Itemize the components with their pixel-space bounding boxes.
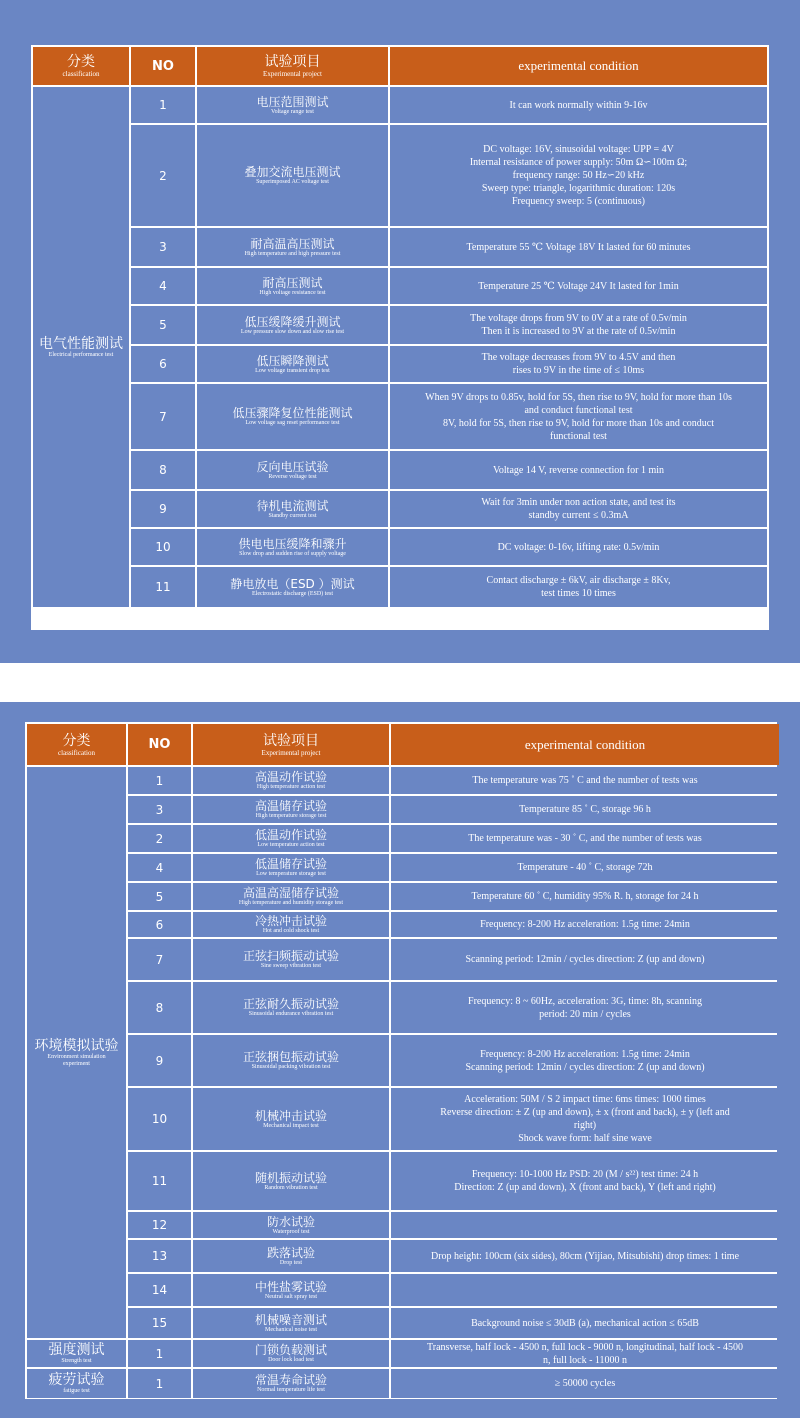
test-name-zh: 供电电压缓降和骤升 [238,536,347,551]
test-name-cell [193,982,389,1033]
test-number-cell [128,1035,191,1086]
test-number-cell [131,451,195,489]
test-condition-cell [390,346,767,382]
test-condition: Frequency: 10-1000 Hz PSD: 20 (M / s²²) test time: 24 h Direction: Z (up and down), X (front and back), Y (left and right) [454,1169,716,1193]
header-project [197,47,388,85]
header-classification-zh: 分类 [67,54,95,70]
test-number-cell [128,854,191,881]
test-name-zh: 冷热冲击试验 [254,914,327,928]
test-condition-cell [390,268,767,304]
header-classification [33,47,129,85]
test-name-en: Low voltage transient drop test [255,367,330,374]
test-name-en: Voltage range test [271,108,314,115]
test-name-zh: 门锁负载测试 [254,1343,327,1357]
test-name-cell [193,1369,389,1398]
test-condition-cell [391,883,779,910]
test-name-cell [197,567,388,607]
test-name-en: Mechanical impact test [263,1122,319,1129]
test-condition-cell [390,306,767,344]
test-condition: Temperature 60 ˚ C, humidity 95% R. h, storage for 24 h [471,891,699,902]
header-project-en: Experimental project [263,70,322,78]
test-condition-cell [390,529,767,565]
test-number-cell [131,567,195,607]
test-number: 11 [151,1174,168,1188]
test-condition-cell [391,1308,779,1338]
panel-environment [0,702,800,1418]
test-condition-cell [390,451,767,489]
electrical-test-table [31,45,769,630]
test-number-cell [131,228,195,266]
header-no-label: NO [148,737,171,752]
header-condition-label: experimental condition [518,58,639,73]
test-number: 1 [155,773,164,788]
header-classification-zh: 分类 [62,732,91,749]
test-name-en: Sine sweep vibration test [260,963,322,969]
header-condition-label: experimental condition [524,736,646,752]
category-fatigue-en: fatigue test [63,1388,90,1394]
test-condition-cell [391,767,779,794]
test-number-cell [128,1240,191,1272]
test-name-cell [193,1340,389,1367]
test-condition-cell [391,825,779,852]
test-number-cell [128,1308,191,1338]
test-name-cell [197,451,388,489]
test-name-zh: 低温动作试验 [254,828,327,842]
test-condition: Background noise ≤ 30dB (a), mechanical action ≤ 65dB [471,1317,699,1329]
test-name-en: Drop test [279,1259,303,1266]
test-condition-cell [391,912,779,937]
test-name-en: Random vibration test [264,1184,318,1191]
test-name-en: Low temperature action test [257,842,325,848]
test-number: 3 [159,240,167,254]
test-condition-cell [390,491,767,527]
test-name-zh: 待机电流测试 [256,498,329,513]
test-name-cell [193,939,389,980]
test-name-en: Electrostatic discharge (ESD) test [251,590,334,597]
test-number: 10 [155,540,171,554]
test-name-cell [197,384,388,449]
category-electrical-en: Electrical performance test [48,351,114,358]
test-name-cell [197,346,388,382]
test-condition: The temperature was 75 ˚ C and the number of tests was [472,775,698,786]
test-condition-cell [391,1035,779,1086]
test-name-en: Standby current test [268,512,317,519]
test-condition-cell [391,982,779,1033]
test-name-zh: 随机振动试验 [254,1170,327,1185]
test-name-zh: 耐高压测试 [262,275,323,290]
category-strength [27,1340,126,1367]
test-name-zh: 静电放电（ESD ）测试 [230,576,355,591]
test-condition-cell [391,796,779,823]
test-number: 9 [159,502,167,516]
test-condition-cell [390,125,767,226]
test-number-cell [128,1088,191,1150]
test-number: 2 [155,831,164,846]
test-name-en: Hot and cold shock test [262,928,320,934]
test-name-zh: 防水试验 [266,1214,315,1229]
test-condition: ≥ 50000 cycles [554,1378,616,1389]
test-number: 11 [155,580,171,594]
test-name-zh: 耐高温高压测试 [250,236,335,251]
test-name-cell [193,825,389,852]
test-number-cell [128,982,191,1033]
header-classification-en: classification [58,748,95,757]
test-name-cell [197,491,388,527]
test-condition: Temperature 25 ℃ Voltage 24V It lasted for 1min [478,280,679,292]
test-number-cell [131,268,195,304]
test-name-en: High temperature storage test [255,813,327,819]
test-number: 1 [155,1346,164,1361]
test-name-zh: 正弦耐久振动试验 [242,997,339,1011]
test-number: 5 [159,318,167,332]
test-number: 7 [159,409,167,424]
header-classification [27,724,126,765]
test-name-zh: 反向电压试验 [256,459,329,474]
test-name-cell [197,125,388,226]
test-number: 3 [155,802,164,817]
test-name-en: Superimposed AC voltage test [256,179,329,185]
test-name-zh: 叠加交流电压测试 [244,165,341,179]
test-name-zh: 正弦捆包振动试验 [242,1050,339,1064]
category-strength-en: Strength test [61,1358,92,1364]
header-condition [390,47,767,85]
test-condition-cell [390,567,767,607]
test-name-zh: 低压骤降复位性能测试 [232,406,353,420]
test-condition-cell [391,1369,779,1398]
test-number-cell [128,883,191,910]
test-name-cell [193,883,389,910]
test-name-en: Mechanical noise test [265,1326,317,1333]
test-number-cell [131,384,195,449]
test-condition-cell [391,1212,779,1238]
test-name-en: Reverse voltage test [268,473,317,480]
test-name-cell [197,87,388,123]
category-strength-zh: 强度测试 [48,1342,105,1358]
test-name-zh: 正弦扫频振动试验 [242,949,339,963]
test-name-cell [193,1240,389,1272]
test-condition: Voltage 14 V, reverse connection for 1 min [492,464,665,476]
header-no-label: NO [152,58,174,74]
header-classification-en: classification [62,70,100,78]
test-condition: Frequency: 8-200 Hz acceleration: 1.5g time: 24min [480,919,690,930]
test-number: 8 [159,463,167,477]
test-number: 2 [159,168,167,183]
test-number: 14 [151,1283,168,1297]
test-condition: When 9V drops to 0.85v, hold for 5S, then rise to 9V, hold for more than 10s and conduct functional test 8V, hold for 5S, then rise to 9V, hold for more than 10s and conduct functional test [425,391,732,442]
test-number-cell [128,939,191,980]
test-condition-cell [390,87,767,123]
test-name-en: Slow drop and sudden rise of supply voltage [239,550,346,557]
test-condition-cell [391,1340,779,1367]
header-project-zh: 试验项目 [263,732,319,749]
test-name-cell [197,306,388,344]
panel-electrical [0,0,800,663]
test-name-en: Neutral salt spray test [264,1293,318,1300]
test-number: 12 [151,1218,168,1232]
test-name-cell [193,1212,389,1238]
test-number: 5 [155,889,164,904]
test-number-cell [131,125,195,226]
test-number-cell [128,1369,191,1398]
test-number: 1 [159,98,167,112]
test-number-cell [131,306,195,344]
test-condition: DC voltage: 16V, sinusoidal voltage: UPP = 4V Internal resistance of power supply: 50m Ω∽100m Ω; frequency range: 50 Hz∽20 kHz Sweep type: triangle, logarithmic duration: 120s Frequency sweep: 5 (continuous) [469,144,688,207]
test-name-en: High temperature and high pressure test [244,250,341,257]
test-number-cell [128,796,191,823]
test-name-cell [193,1308,389,1338]
test-number-cell [131,87,195,123]
test-name-zh: 中性盐雾试验 [254,1279,327,1294]
test-name-zh: 常温寿命试验 [254,1373,327,1387]
test-condition: Acceleration: 50M / S 2 impact time: 6ms times: 1000 times Reverse direction: ± Z (up and down), ± x (front and back), ± y (left and right) Shock wave form: half sine wave [440,1094,730,1144]
test-name-cell [193,1035,389,1086]
test-condition-cell [391,854,779,881]
test-number: 9 [155,1053,164,1068]
test-name-zh: 低温储存试验 [254,857,327,871]
test-condition-cell [391,939,779,980]
test-name-cell [193,1088,389,1150]
test-name-zh: 电压范围测试 [256,94,329,109]
test-name-zh: 低压瞬降测试 [256,353,329,368]
test-number-cell [128,1152,191,1210]
test-name-cell [197,529,388,565]
test-name-cell [193,854,389,881]
test-condition: Drop height: 100cm (six sides), 80cm (Yijiao, Mitsubishi) drop times: 1 time [430,1250,740,1262]
test-name-en: Low voltage sag reset performance test [245,420,340,426]
test-name-cell [193,767,389,794]
header-project [193,724,389,765]
test-name-cell [193,912,389,937]
test-number: 1 [155,1376,164,1391]
header-condition [391,724,779,765]
test-name-cell [193,1152,389,1210]
test-name-cell [197,228,388,266]
test-number-cell [131,529,195,565]
test-name-zh: 机械噪音测试 [254,1312,327,1327]
test-name-zh: 跌落试验 [266,1245,315,1260]
test-number: 6 [159,357,167,371]
test-name-zh: 高温高湿储存试验 [242,886,339,900]
category-fatigue-zh: 疲劳试验 [48,1372,105,1388]
test-name-en: Normal temperature life test [257,1387,325,1393]
test-condition-cell [391,1152,779,1210]
category-electrical [33,87,129,607]
header-project-en: Experimental project [261,748,321,757]
environment-test-table [25,722,777,1399]
test-number: 4 [159,279,167,293]
test-name-cell [197,268,388,304]
test-number-cell [128,1274,191,1306]
test-name-zh: 低压缓降缓升测试 [244,314,341,329]
test-name-zh: 机械冲击试验 [254,1108,327,1123]
header-project-zh: 试验项目 [264,54,321,70]
test-condition: Contact discharge ± 6kV, air discharge ± 8Kv, test times 10 times [486,575,671,599]
test-condition-cell [391,1088,779,1150]
test-number-cell [131,346,195,382]
test-condition: The temperature was - 30 ˚ C, and the number of tests was [468,833,702,844]
test-condition: Temperature - 40 ˚ C, storage 72h [517,862,653,873]
test-condition: The voltage drops from 9V to 0V at a rate of 0.5v/min Then it is increased to 9V at the rate of 0.5v/min [470,313,687,337]
category-electrical-zh: 电气性能测试 [39,335,123,352]
test-number-cell [131,491,195,527]
test-number: 4 [155,860,164,875]
test-number: 10 [151,1112,168,1126]
test-name-en: Low pressure slow down and slow rise test [240,328,345,335]
test-name-en: High temperature and humidity storage test [238,900,344,906]
test-condition: The voltage decreases from 9V to 4.5V and then rises to 9V in the time of ≤ 10ms [481,352,676,376]
test-condition: It can work normally within 9-16v [509,99,648,111]
category-environment [27,767,126,1338]
test-number-cell [128,1212,191,1238]
test-name-en: High temperature action test [256,784,326,790]
test-name-cell [193,1274,389,1306]
test-number: 15 [151,1316,168,1330]
category-fatigue [27,1369,126,1398]
test-number-cell [128,825,191,852]
header-no [131,47,195,85]
test-name-cell [193,796,389,823]
test-number-cell [128,912,191,937]
test-name-en: Door lock load test [268,1357,314,1363]
test-condition: Frequency: 8 ~ 60Hz, acceleration: 3G, time: 8h, scanning period: 20 min / cycles [468,995,702,1020]
test-name-en: Waterproof test [272,1228,310,1235]
test-name-zh: 高温动作试验 [254,770,327,784]
test-number: 8 [155,1000,164,1015]
test-condition-cell [390,228,767,266]
test-number: 13 [151,1249,168,1263]
test-number: 7 [155,952,164,967]
test-condition: Temperature 55 ℃ Voltage 18V It lasted for 60 minutes [466,241,691,253]
test-name-zh: 高温储存试验 [254,799,327,813]
test-condition-cell [391,1274,779,1306]
test-condition-cell [390,384,767,449]
test-condition: Temperature 85 ˚ C, storage 96 h [519,804,651,815]
test-number: 6 [155,917,164,932]
test-condition-cell [391,1240,779,1272]
test-condition: Frequency: 8-200 Hz acceleration: 1.5g time: 24min Scanning period: 12min / cycles direction: Z (up and down) [465,1048,705,1073]
test-condition: Wait for 3min under non action state, and test its standby current ≤ 0.3mA [481,497,676,521]
test-name-en: Low temperature storage test [256,871,326,877]
test-name-en: Sinusoidal packing vibration test [251,1064,331,1070]
test-name-en: Sinusoidal endurance vibration test [248,1011,334,1017]
header-no [128,724,191,765]
test-number-cell [128,1340,191,1367]
test-number-cell [128,767,191,794]
test-condition: Scanning period: 12min / cycles direction: Z (up and down) [465,954,705,965]
test-condition: DC voltage: 0-16v, lifting rate: 0.5v/min [497,541,660,553]
category-environment-en: Environment simulation experiment [47,1053,106,1067]
category-environment-zh: 环境模拟试验 [34,1037,119,1054]
test-condition: Transverse, half lock - 4500 n, full lock - 9000 n, longitudinal, half lock - 4500 n, full lock - 11000 n [427,1341,743,1366]
test-name-en: High voltage resistance test [259,289,326,296]
